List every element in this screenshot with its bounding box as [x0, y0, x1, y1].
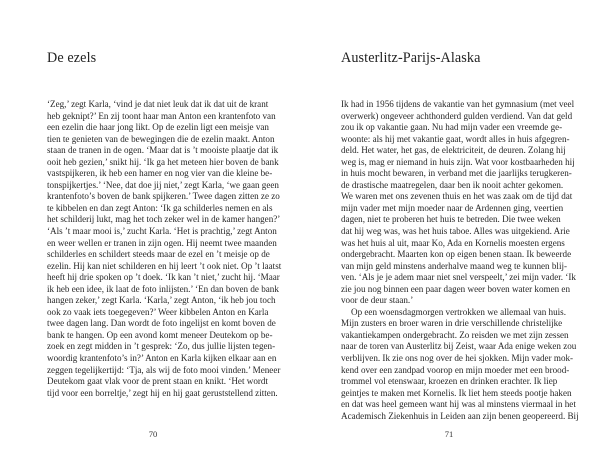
text-line: woonte: als hij met vakantie gaat, wordt alles in huis afgegren-: [341, 133, 570, 144]
right-page: [300, 0, 600, 471]
text-line: Op een woensdagmorgen vertrokken we allemaal van huis.: [351, 306, 566, 317]
text-line: zoek en zegt midden in ’t gesprek: ‘Zo, dus jullie lijsten tegen-: [47, 341, 276, 352]
chapter-title: De ezels: [47, 50, 97, 66]
text-line: trommel vol etenswaar, kroezen en drinken erachter. Ik liep: [341, 376, 558, 387]
text-line: ‘Als ’t maar mooi is,’ zucht Karla. ‘Het is prachtig,’ zegt Anton: [47, 226, 277, 237]
text-line: zou ik op vakantie gaan. Nu had mijn vader een vreemde ge-: [341, 122, 563, 133]
text-line: twee dagen lang. Dan wordt de foto ingelijst en komt boven de: [47, 318, 276, 329]
text-line: heeft hij drie spoken op ’t doek. ‘Ik kan ’t niet,’ zucht hij. ‘Maar: [47, 272, 280, 283]
text-line: krantenfoto’s boven de bank spijkeren.’ Twee dagen zitten ze zo: [47, 191, 280, 202]
text-line: en weer wellen er tranen in zijn ogen. Hij neemt twee maanden: [47, 237, 277, 248]
text-line: ook zo vaak iets toegegeven?’ Weer kibbelen Anton en Karla: [47, 306, 269, 317]
text-line: dat hij weg was, was het huis taboe. Alles was uitgekiend. Arie: [341, 226, 570, 237]
page-number: 70: [148, 429, 158, 439]
text-line: bank te hangen. Op een avond komt meneer Deutekom op be-: [47, 329, 273, 340]
text-line: hangen zeker,’ zegt Karla. ‘Karla,’ zegt Anton, ‘ik heb jou toch: [47, 295, 276, 306]
text-line: naar de toren van Austerlitz bij Zeist, waar Ada enige weken zou: [341, 341, 577, 352]
text-line: ezelin. Hij kan niet schilderen en hij leert ’t ook niet. Op ’t laatst: [47, 260, 282, 271]
body-text: [47, 99, 282, 399]
body-text: [341, 99, 579, 422]
page-number: 71: [444, 429, 454, 439]
text-line: mijn vader met mijn moeder naar de Ardennen ging, veertien: [341, 202, 564, 213]
text-line: ven. ‘Als je je adem maar niet snel verspeelt,’ zei mijn vader. ‘Ik: [341, 272, 576, 283]
text-line: was het huis al uit, maar Ko, Ada en Kornelis moesten ergens: [341, 237, 565, 248]
text-line: staan de tranen in de ogen. ‘Maar dat is ’t mooiste plaatje dat ik: [47, 145, 279, 156]
text-line: woordig krantenfoto’s in?’ Anton en Karla kijken elkaar aan en: [47, 353, 277, 364]
text-line: een ezelin die haar jong likt. Op de ezelin ligt een meisje van: [47, 122, 269, 133]
chapter-title: Austerlitz-Parijs-Alaska: [341, 50, 481, 66]
text-line: Mijn zusters en broer waren in drie verschillende christelijke: [341, 318, 563, 329]
text-line: ooit heb gezien,’ snikt hij. ‘Ik ga het meteen hier boven de bank: [47, 156, 279, 167]
text-line: ik heb een idee, ik laat de foto inlijsten.’ ‘En dan boven de bank: [47, 283, 279, 294]
text-line: tien te genieten van de bewegingen die de ezelin maakt. Anton: [47, 133, 275, 144]
text-line: overwerk) ongeveer achthonderd gulden verdiend. Van dat geld: [341, 110, 573, 121]
text-line: heb geknipt?’ En zij toont haar man Anton een krantenfoto van: [47, 110, 276, 121]
text-line: vastspijkeren, ik heb een hamer en nog vier van die kleine be-: [47, 168, 273, 179]
text-line: voor de deur staan.’: [341, 295, 414, 306]
text-line: zeggen tegelijkertijd: ‘Tja, als wij de foto mooi vinden.’ Meneer: [47, 364, 281, 375]
text-line: weg is, mag er niemand in huis zijn. Wat voor kostbaarheden hij: [341, 156, 575, 167]
text-line: in huis mocht bewaren, in verband met die jaarlijks terugkeren-: [341, 168, 572, 179]
text-line: en dat was heel gemeen want hij was al minstens viermaal in het: [341, 399, 576, 410]
text-line: tijd voor een borreltje,’ zegt hij en hij gaat geruststellend zitten.: [47, 387, 278, 398]
text-line: deld. Het water, het gas, de elektriciteit, de deuren. Zolang hij: [341, 145, 566, 156]
text-line: van mijn geld minstens anderhalve maand weg te kunnen blij-: [341, 260, 568, 271]
text-line: geintjes te maken met Kornelis. Ik liet hem steeds pootje haken: [341, 387, 572, 398]
text-line: de drastische maatregelen, daar ben ik nooit achter gekomen.: [341, 179, 564, 190]
text-line: kend over een zandpad voorop en mijn moeder met een brood-: [341, 364, 570, 375]
text-line: tonspijkertjes.’ ‘Nee, dat doe jij niet,’ zegt Karla, ‘we gaan geen: [47, 179, 279, 190]
text-line: het schilderij lukt, mag het toch zeker wel in de kamer hangen?’: [47, 214, 281, 225]
text-line: ondergebracht. Maarten kon op eigen benen staan. Ik beweerde: [341, 249, 572, 260]
text-line: verblijven. Ik zie ons nog over de hei sjokken. Mijn vader mok-: [341, 353, 574, 364]
text-line: zie jou nog binnen een paar dagen weer boven water komen en: [341, 283, 571, 294]
text-line: ‘Zeg,’ zegt Karla, ‘vind je dat niet leuk dat ik dat uit de krant: [47, 99, 269, 109]
text-line: schilderles en schildert steeds maar de ezel en ’t meisje op de: [47, 249, 270, 260]
text-line: dagen, niet te proberen het huis te betreden. Die twee weken: [341, 214, 561, 225]
text-line: Academisch Ziekenhuis in Leiden aan zijn benen geopereerd. Bij: [341, 410, 579, 421]
text-line: Ik had in 1956 tijdens de vakantie van het gymnasium (met veel: [341, 99, 575, 109]
text-line: We waren met ons zevenen thuis en het was zaak om de tijd dat: [341, 191, 573, 202]
text-line: te kibbelen en dan zegt Anton: ‘Ik ga schilderles nemen en als: [47, 202, 273, 213]
text-line: vakantiekampen ondergebracht. Zo reisden we met zijn zessen: [341, 329, 569, 340]
text-line: Deutekom gaat vlak voor de prent staan en knikt. ‘Het wordt: [47, 376, 268, 387]
